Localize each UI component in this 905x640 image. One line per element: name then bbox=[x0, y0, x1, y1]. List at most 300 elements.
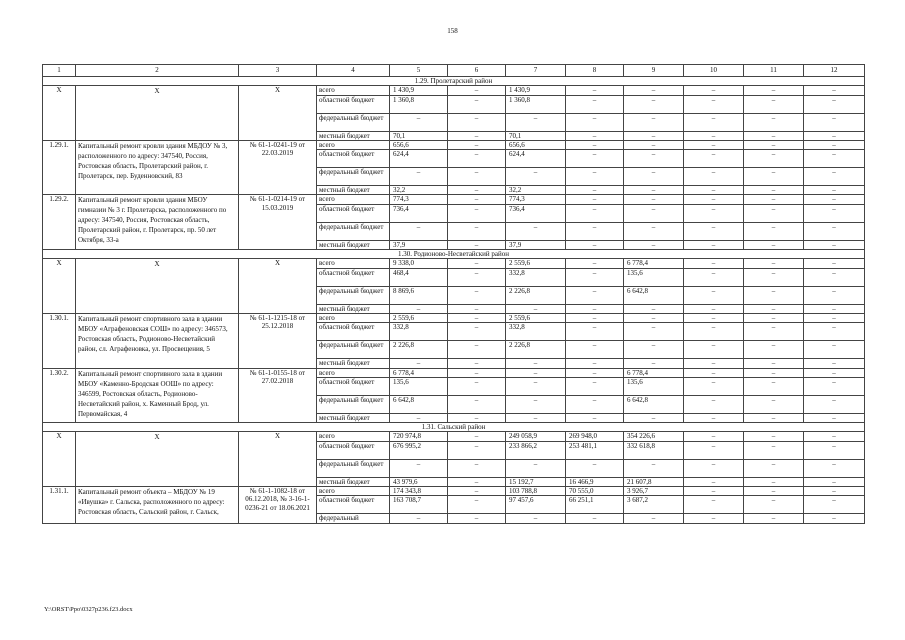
budget-label: местный бюджет bbox=[317, 304, 390, 313]
column-header: 10 bbox=[684, 65, 744, 77]
amount-cell: – bbox=[744, 195, 804, 204]
amount-cell: – bbox=[566, 341, 624, 359]
amount-cell: – bbox=[390, 514, 448, 523]
amount-cell: – bbox=[448, 487, 506, 496]
item-document: X bbox=[239, 259, 317, 314]
amount-cell: 15 192,7 bbox=[506, 477, 566, 486]
amount-cell: – bbox=[684, 359, 744, 368]
amount-cell: – bbox=[744, 359, 804, 368]
amount-cell: – bbox=[390, 222, 448, 240]
amount-cell: – bbox=[624, 304, 684, 313]
amount-cell: – bbox=[506, 222, 566, 240]
budget-label: областной бюджет bbox=[317, 95, 390, 113]
amount-cell: 66 251,1 bbox=[566, 496, 624, 514]
amount-cell: 6 778,4 bbox=[390, 368, 448, 377]
item-description: Капитальный ремонт объекта – МБДОУ № 19 «Ивушка» г. Сальска, расположенного по адресу: Ростовская область, Сальский район, г. Сальск, bbox=[76, 487, 239, 524]
table-row bbox=[43, 432, 865, 441]
item-description: X bbox=[76, 259, 239, 314]
amount-cell: – bbox=[684, 140, 744, 149]
amount-cell: – bbox=[804, 341, 865, 359]
amount-cell: 70,1 bbox=[390, 131, 448, 140]
amount-cell: 8 869,6 bbox=[390, 286, 448, 304]
budget-label: областной бюджет bbox=[317, 377, 390, 395]
amount-cell: – bbox=[744, 113, 804, 131]
amount-cell: 3 687,2 bbox=[624, 496, 684, 514]
amount-cell: – bbox=[684, 459, 744, 477]
amount-cell: – bbox=[448, 240, 506, 249]
section-row bbox=[43, 423, 865, 432]
budget-label: областной бюджет bbox=[317, 323, 390, 341]
amount-cell: – bbox=[744, 459, 804, 477]
amount-cell: – bbox=[566, 131, 624, 140]
amount-cell: – bbox=[744, 268, 804, 286]
amount-cell: – bbox=[804, 496, 865, 514]
amount-cell: – bbox=[744, 514, 804, 523]
amount-cell: – bbox=[684, 304, 744, 313]
amount-cell: – bbox=[744, 204, 804, 222]
amount-cell: – bbox=[566, 313, 624, 322]
amount-cell: – bbox=[566, 204, 624, 222]
amount-cell: – bbox=[744, 432, 804, 441]
amount-cell: – bbox=[804, 131, 865, 140]
amount-cell: – bbox=[506, 377, 566, 395]
budget-label: федеральный бюджет bbox=[317, 113, 390, 131]
table-row bbox=[43, 368, 865, 377]
amount-cell: – bbox=[566, 323, 624, 341]
amount-cell: – bbox=[390, 359, 448, 368]
amount-cell: – bbox=[624, 240, 684, 249]
budget-label: местный бюджет bbox=[317, 240, 390, 249]
amount-cell: – bbox=[744, 168, 804, 186]
budget-label: областной бюджет bbox=[317, 150, 390, 168]
amount-cell: 249 058,9 bbox=[506, 432, 566, 441]
item-description: Капитальный ремонт спортивного зала в здании МБОУ «Каменно-Бродская ООШ» по адресу: 346599, Ростовская область, Родионово-Несветайский район, х. Каменный Брод, ул. Первомайская, 4 bbox=[76, 368, 239, 423]
amount-cell: – bbox=[390, 304, 448, 313]
amount-cell: – bbox=[506, 413, 566, 422]
file-path: Y:\ORST\Ppo\0327p236.f23.docx bbox=[44, 606, 133, 613]
amount-cell: – bbox=[684, 113, 744, 131]
amount-cell: – bbox=[566, 368, 624, 377]
amount-cell: – bbox=[804, 286, 865, 304]
amount-cell: – bbox=[744, 341, 804, 359]
amount-cell: – bbox=[566, 168, 624, 186]
amount-cell: – bbox=[566, 186, 624, 195]
amount-cell: – bbox=[448, 359, 506, 368]
amount-cell: – bbox=[744, 441, 804, 459]
item-document: X bbox=[239, 432, 317, 487]
budget-label: местный бюджет bbox=[317, 413, 390, 422]
amount-cell: – bbox=[506, 168, 566, 186]
amount-cell: 70 555,0 bbox=[566, 487, 624, 496]
amount-cell: – bbox=[624, 150, 684, 168]
amount-cell: – bbox=[744, 131, 804, 140]
amount-cell: – bbox=[448, 150, 506, 168]
budget-label: областной бюджет bbox=[317, 441, 390, 459]
item-document: № 61-1-1215-18 от 25.12.2018 bbox=[239, 313, 317, 368]
amount-cell: – bbox=[624, 195, 684, 204]
section-row bbox=[43, 250, 865, 259]
amount-cell: 736,4 bbox=[506, 204, 566, 222]
amount-cell: – bbox=[448, 86, 506, 95]
amount-cell: 70,1 bbox=[506, 131, 566, 140]
amount-cell: – bbox=[684, 186, 744, 195]
amount-cell: – bbox=[566, 359, 624, 368]
item-number: 1.30.1. bbox=[43, 313, 76, 368]
amount-cell: – bbox=[448, 395, 506, 413]
amount-cell: 37,9 bbox=[506, 240, 566, 249]
amount-cell: – bbox=[804, 204, 865, 222]
amount-cell: – bbox=[804, 413, 865, 422]
amount-cell: – bbox=[684, 341, 744, 359]
table-row bbox=[43, 86, 865, 95]
section-title: 1.29. Пролетарский район bbox=[43, 77, 865, 86]
amount-cell: – bbox=[684, 168, 744, 186]
amount-cell: – bbox=[684, 368, 744, 377]
amount-cell: – bbox=[448, 168, 506, 186]
amount-cell: – bbox=[684, 323, 744, 341]
amount-cell: – bbox=[390, 459, 448, 477]
item-description: Капитальный ремонт кровли здания МБОУ гимназии № 3 г. Пролетарска, расположенного по адресу: 347540, Россия, Ростовская область, Пролетарский район, г. Пролетарск, пр. 50 лет Октября, 33-а bbox=[76, 195, 239, 250]
amount-cell: – bbox=[804, 168, 865, 186]
amount-cell: – bbox=[448, 95, 506, 113]
budget-label: областной бюджет bbox=[317, 204, 390, 222]
amount-cell: – bbox=[624, 323, 684, 341]
amount-cell: – bbox=[624, 359, 684, 368]
budget-label: всего bbox=[317, 432, 390, 441]
column-header: 5 bbox=[390, 65, 448, 77]
amount-cell: – bbox=[684, 432, 744, 441]
amount-cell: 774,3 bbox=[390, 195, 448, 204]
amount-cell: – bbox=[744, 304, 804, 313]
budget-label: всего bbox=[317, 487, 390, 496]
column-header: 9 bbox=[624, 65, 684, 77]
amount-cell: – bbox=[624, 168, 684, 186]
amount-cell: – bbox=[804, 195, 865, 204]
amount-cell: 332 618,8 bbox=[624, 441, 684, 459]
amount-cell: 163 708,7 bbox=[390, 496, 448, 514]
amount-cell: 332,8 bbox=[506, 323, 566, 341]
table-row bbox=[43, 487, 865, 496]
item-number: 1.30.2. bbox=[43, 368, 76, 423]
amount-cell: – bbox=[566, 286, 624, 304]
amount-cell: – bbox=[624, 313, 684, 322]
amount-cell: – bbox=[804, 222, 865, 240]
amount-cell: – bbox=[448, 304, 506, 313]
item-document: № 61-1-0155-18 от 27.02.2018 bbox=[239, 368, 317, 423]
section-title: 1.30. Родионово-Несветайский район bbox=[43, 250, 865, 259]
budget-label: федеральный бюджет bbox=[317, 222, 390, 240]
amount-cell: 1 360,8 bbox=[506, 95, 566, 113]
amount-cell: – bbox=[804, 86, 865, 95]
amount-cell: – bbox=[684, 413, 744, 422]
amount-cell: – bbox=[390, 413, 448, 422]
amount-cell: – bbox=[448, 195, 506, 204]
amount-cell: – bbox=[566, 240, 624, 249]
amount-cell: – bbox=[684, 268, 744, 286]
column-header: 2 bbox=[76, 65, 239, 77]
amount-cell: – bbox=[506, 359, 566, 368]
amount-cell: – bbox=[448, 459, 506, 477]
amount-cell: – bbox=[448, 286, 506, 304]
amount-cell: – bbox=[804, 240, 865, 249]
amount-cell: – bbox=[804, 441, 865, 459]
amount-cell: 97 457,6 bbox=[506, 496, 566, 514]
amount-cell: – bbox=[684, 487, 744, 496]
amount-cell: – bbox=[744, 286, 804, 304]
header-row bbox=[43, 65, 865, 77]
budget-label: областной бюджет bbox=[317, 496, 390, 514]
amount-cell: – bbox=[744, 259, 804, 268]
column-header: 3 bbox=[239, 65, 317, 77]
amount-cell: – bbox=[506, 304, 566, 313]
amount-cell: – bbox=[744, 496, 804, 514]
item-number: X bbox=[43, 86, 76, 141]
amount-cell: – bbox=[448, 204, 506, 222]
amount-cell: – bbox=[566, 95, 624, 113]
amount-cell: 174 343,8 bbox=[390, 487, 448, 496]
amount-cell: – bbox=[390, 168, 448, 186]
amount-cell: – bbox=[804, 359, 865, 368]
amount-cell: – bbox=[744, 395, 804, 413]
amount-cell: – bbox=[624, 459, 684, 477]
budget-label: всего bbox=[317, 195, 390, 204]
amount-cell: – bbox=[448, 496, 506, 514]
column-header: 1 bbox=[43, 65, 76, 77]
amount-cell: 135,6 bbox=[624, 377, 684, 395]
amount-cell: – bbox=[448, 441, 506, 459]
amount-cell: – bbox=[390, 113, 448, 131]
section-row bbox=[43, 77, 865, 86]
amount-cell: – bbox=[804, 186, 865, 195]
budget-table bbox=[42, 64, 865, 524]
table-row bbox=[43, 259, 865, 268]
amount-cell: 16 466,9 bbox=[566, 477, 624, 486]
amount-cell: 2 559,6 bbox=[390, 313, 448, 322]
column-header: 12 bbox=[804, 65, 865, 77]
amount-cell: 32,2 bbox=[506, 186, 566, 195]
budget-label: федеральный бюджет bbox=[317, 286, 390, 304]
amount-cell: 676 995,2 bbox=[390, 441, 448, 459]
amount-cell: 656,6 bbox=[390, 140, 448, 149]
budget-label: всего bbox=[317, 368, 390, 377]
amount-cell: – bbox=[448, 477, 506, 486]
amount-cell: – bbox=[684, 222, 744, 240]
amount-cell: – bbox=[744, 86, 804, 95]
amount-cell: – bbox=[804, 487, 865, 496]
amount-cell: – bbox=[744, 413, 804, 422]
budget-label: федеральный бюджет bbox=[317, 395, 390, 413]
amount-cell: – bbox=[744, 140, 804, 149]
amount-cell: – bbox=[804, 113, 865, 131]
amount-cell: – bbox=[566, 413, 624, 422]
amount-cell: – bbox=[744, 477, 804, 486]
amount-cell: 720 974,8 bbox=[390, 432, 448, 441]
amount-cell: 21 607,8 bbox=[624, 477, 684, 486]
amount-cell: – bbox=[448, 514, 506, 523]
amount-cell: – bbox=[624, 131, 684, 140]
amount-cell: – bbox=[744, 240, 804, 249]
amount-cell: – bbox=[566, 268, 624, 286]
amount-cell: – bbox=[804, 323, 865, 341]
amount-cell: 332,8 bbox=[506, 268, 566, 286]
amount-cell: – bbox=[566, 86, 624, 95]
amount-cell: – bbox=[684, 313, 744, 322]
amount-cell: – bbox=[684, 131, 744, 140]
amount-cell: 468,4 bbox=[390, 268, 448, 286]
budget-label: областной бюджет bbox=[317, 268, 390, 286]
budget-label: местный бюджет bbox=[317, 131, 390, 140]
amount-cell: – bbox=[506, 368, 566, 377]
amount-cell: – bbox=[624, 341, 684, 359]
column-header: 11 bbox=[744, 65, 804, 77]
amount-cell: – bbox=[804, 377, 865, 395]
amount-cell: – bbox=[566, 140, 624, 149]
amount-cell: 6 642,8 bbox=[624, 395, 684, 413]
item-number: 1.29.2. bbox=[43, 195, 76, 250]
amount-cell: 2 226,8 bbox=[390, 341, 448, 359]
amount-cell: – bbox=[566, 514, 624, 523]
amount-cell: – bbox=[684, 377, 744, 395]
amount-cell: – bbox=[566, 259, 624, 268]
amount-cell: – bbox=[624, 514, 684, 523]
amount-cell: 9 338,0 bbox=[390, 259, 448, 268]
amount-cell: – bbox=[448, 131, 506, 140]
amount-cell: – bbox=[804, 268, 865, 286]
budget-label: федеральный бюджет bbox=[317, 168, 390, 186]
amount-cell: 1 360,8 bbox=[390, 95, 448, 113]
amount-cell: 6 642,8 bbox=[390, 395, 448, 413]
amount-cell: – bbox=[744, 150, 804, 168]
amount-cell: – bbox=[804, 459, 865, 477]
item-number: X bbox=[43, 259, 76, 314]
table-row bbox=[43, 195, 865, 204]
amount-cell: – bbox=[448, 259, 506, 268]
amount-cell: – bbox=[566, 395, 624, 413]
budget-label: всего bbox=[317, 140, 390, 149]
amount-cell: – bbox=[448, 368, 506, 377]
amount-cell: – bbox=[804, 514, 865, 523]
amount-cell: 135,6 bbox=[624, 268, 684, 286]
item-document: № 61-1-0241-19 от 22.03.2019 bbox=[239, 140, 317, 195]
section-title: 1.31. Сальский район bbox=[43, 423, 865, 432]
amount-cell: 2 226,8 bbox=[506, 286, 566, 304]
table-row bbox=[43, 140, 865, 149]
amount-cell: – bbox=[684, 259, 744, 268]
budget-label: федеральный bbox=[317, 514, 390, 523]
amount-cell: – bbox=[804, 368, 865, 377]
table-row bbox=[43, 313, 865, 322]
amount-cell: 736,4 bbox=[390, 204, 448, 222]
amount-cell: 354 226,6 bbox=[624, 432, 684, 441]
item-number: 1.29.1. bbox=[43, 140, 76, 195]
item-description: X bbox=[76, 432, 239, 487]
amount-cell: – bbox=[744, 222, 804, 240]
amount-cell: – bbox=[684, 95, 744, 113]
column-header: 4 bbox=[317, 65, 390, 77]
amount-cell: – bbox=[448, 313, 506, 322]
item-number: X bbox=[43, 432, 76, 487]
amount-cell: – bbox=[684, 240, 744, 249]
budget-label: федеральный бюджет bbox=[317, 341, 390, 359]
amount-cell: – bbox=[684, 514, 744, 523]
amount-cell: 1 430,9 bbox=[506, 86, 566, 95]
item-document: X bbox=[239, 86, 317, 141]
amount-cell: 269 948,0 bbox=[566, 432, 624, 441]
amount-cell: – bbox=[804, 304, 865, 313]
amount-cell: – bbox=[566, 150, 624, 168]
amount-cell: – bbox=[744, 186, 804, 195]
amount-cell: 233 866,2 bbox=[506, 441, 566, 459]
amount-cell: 624,4 bbox=[390, 150, 448, 168]
amount-cell: – bbox=[684, 286, 744, 304]
amount-cell: – bbox=[684, 86, 744, 95]
amount-cell: 774,3 bbox=[506, 195, 566, 204]
amount-cell: – bbox=[448, 413, 506, 422]
budget-label: федеральный бюджет bbox=[317, 459, 390, 477]
amount-cell: – bbox=[684, 441, 744, 459]
amount-cell: – bbox=[624, 86, 684, 95]
budget-label: всего bbox=[317, 313, 390, 322]
budget-label: местный бюджет bbox=[317, 359, 390, 368]
amount-cell: 332,8 bbox=[390, 323, 448, 341]
amount-cell: – bbox=[804, 259, 865, 268]
budget-label: местный бюджет bbox=[317, 477, 390, 486]
amount-cell: – bbox=[448, 377, 506, 395]
amount-cell: – bbox=[624, 222, 684, 240]
amount-cell: – bbox=[684, 195, 744, 204]
item-document: № 61-1-0214-19 от 15.03.2019 bbox=[239, 195, 317, 250]
amount-cell: – bbox=[804, 150, 865, 168]
budget-label: местный бюджет bbox=[317, 186, 390, 195]
amount-cell: – bbox=[448, 186, 506, 195]
amount-cell: – bbox=[804, 140, 865, 149]
amount-cell: 6 778,4 bbox=[624, 259, 684, 268]
item-description: X bbox=[76, 86, 239, 141]
item-description: Капитальный ремонт спортивного зала в здании МБОУ «Аграфеновская СОШ» по адресу: 346573, Ростовская область, Родионово-Несветайский район, сл. Аграфеновка, ул. Просвещения, 5 bbox=[76, 313, 239, 368]
amount-cell: – bbox=[566, 377, 624, 395]
amount-cell: 6 642,8 bbox=[624, 286, 684, 304]
amount-cell: – bbox=[744, 487, 804, 496]
amount-cell: – bbox=[804, 395, 865, 413]
budget-label: всего bbox=[317, 259, 390, 268]
amount-cell: – bbox=[448, 432, 506, 441]
amount-cell: 253 481,1 bbox=[566, 441, 624, 459]
amount-cell: 2 559,6 bbox=[506, 259, 566, 268]
amount-cell: – bbox=[624, 186, 684, 195]
amount-cell: – bbox=[684, 477, 744, 486]
amount-cell: – bbox=[624, 113, 684, 131]
amount-cell: – bbox=[744, 377, 804, 395]
amount-cell: – bbox=[506, 395, 566, 413]
amount-cell: – bbox=[566, 113, 624, 131]
amount-cell: – bbox=[744, 313, 804, 322]
amount-cell: 6 778,4 bbox=[624, 368, 684, 377]
amount-cell: 37,9 bbox=[390, 240, 448, 249]
column-header: 8 bbox=[566, 65, 624, 77]
amount-cell: – bbox=[448, 140, 506, 149]
amount-cell: – bbox=[684, 496, 744, 514]
amount-cell: 1 430,9 bbox=[390, 86, 448, 95]
amount-cell: – bbox=[744, 95, 804, 113]
amount-cell: – bbox=[448, 323, 506, 341]
amount-cell: – bbox=[566, 304, 624, 313]
amount-cell: 2 226,8 bbox=[506, 341, 566, 359]
amount-cell: – bbox=[804, 432, 865, 441]
budget-label: всего bbox=[317, 86, 390, 95]
amount-cell: – bbox=[804, 477, 865, 486]
column-header: 7 bbox=[506, 65, 566, 77]
amount-cell: 135,6 bbox=[390, 377, 448, 395]
